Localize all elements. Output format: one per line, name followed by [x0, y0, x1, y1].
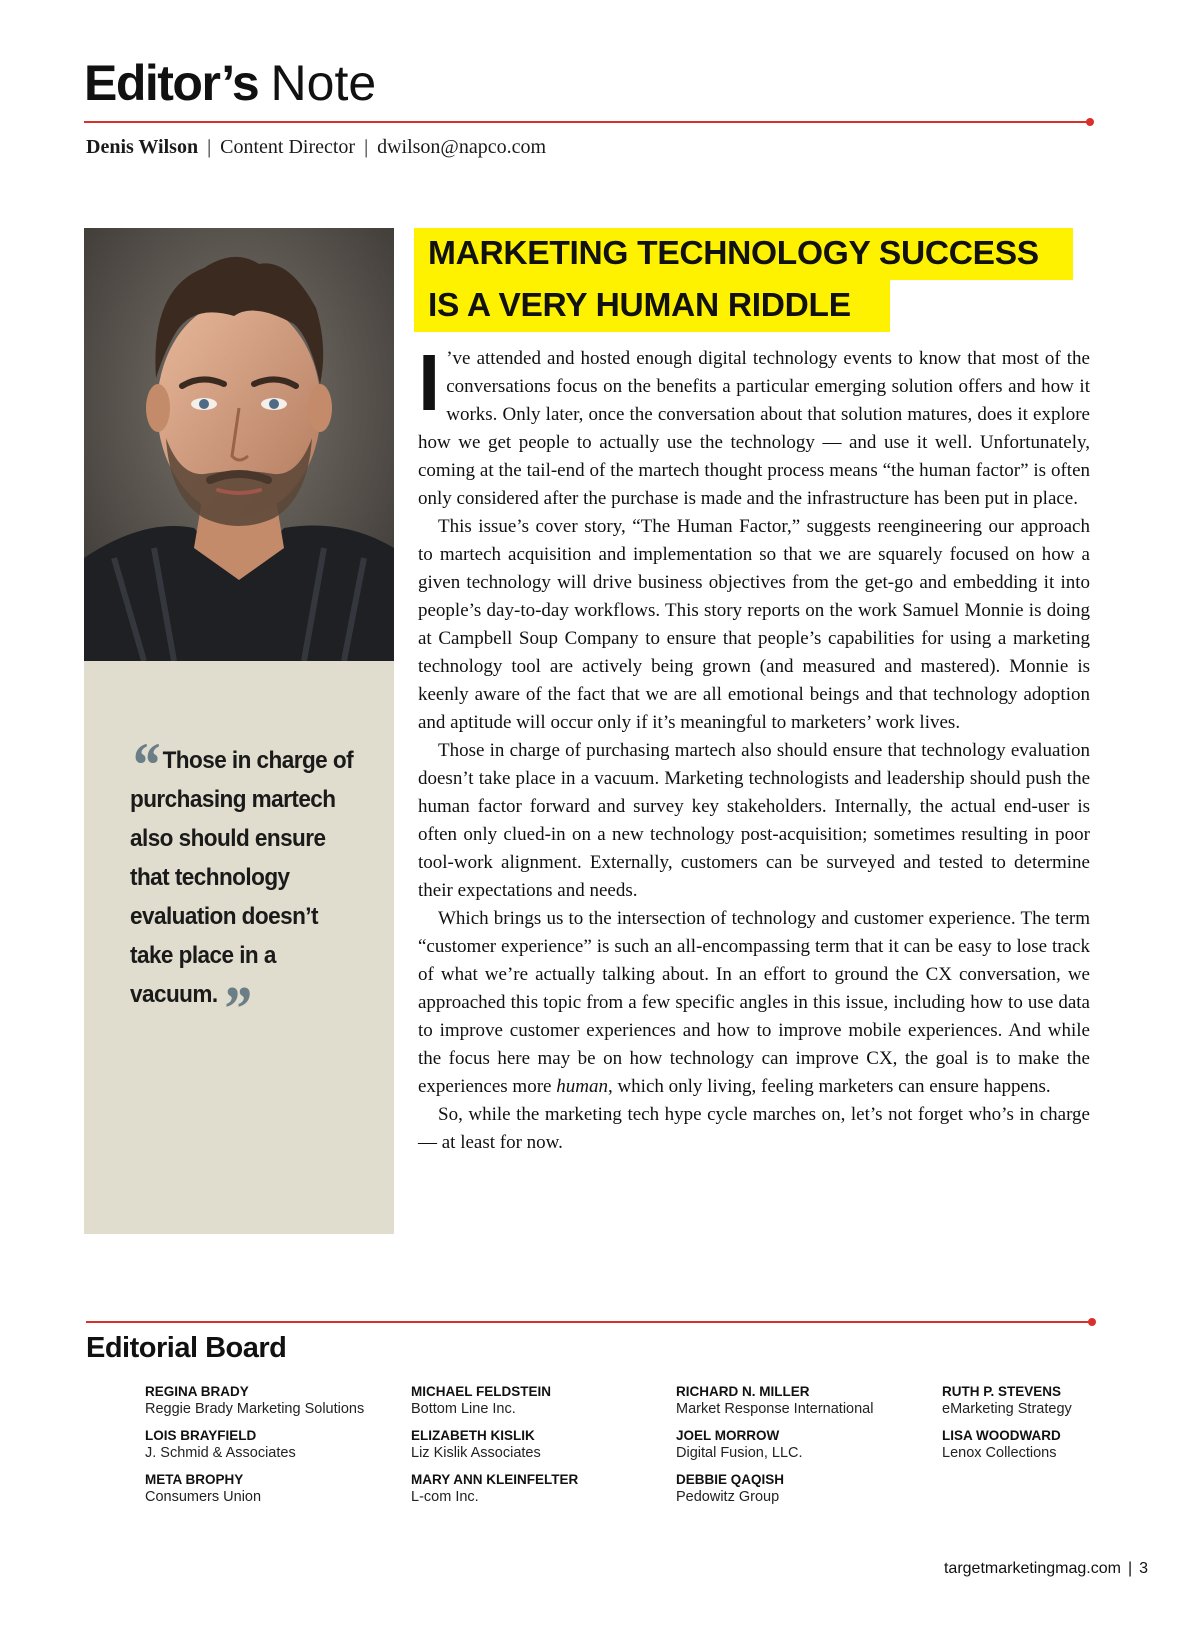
paragraph-text: Which brings us to the intersection of technology and customer experience. The term “customer experience” is such an all-encompassing term that it can be easy to lose track of what we’re actually talking about. In an effort to ground the CX conversation, we approached this topic from a few specific angles in this issue, including how to use data to improve customer experiences and how to improve mobile experiences. And while the focus here may be on how technology can improve CX, the goal is to make the experiences more: [418, 908, 1090, 1097]
member-org: Pedowitz Group: [676, 1489, 780, 1505]
member-name: RUTH P. STEVENS: [942, 1384, 1062, 1399]
page-number: 3: [1139, 1560, 1148, 1577]
member-org: eMarketing Strategy: [942, 1401, 1072, 1417]
author-photo: [84, 228, 394, 661]
footer-separator: |: [1127, 1560, 1133, 1577]
paragraph-text: ’ve attended and hosted enough digital technology events to know that most of the conversations focus on the benefits a particular emerging solution offers and how it works. Only later, once the conversation about that solution matures, does it explore how we get people to actually use the technology — and use it well. Unfortunately, coming at the tail-end of the martech thought process means “the human factor” is often only considered after the purchase is made and the infrastructure has been put in place.: [418, 348, 1090, 509]
member-name: RICHARD N. MILLER: [676, 1384, 810, 1399]
member-name: JOEL MORROW: [676, 1428, 780, 1443]
board-title-light: Board: [205, 1332, 287, 1364]
member-name: MICHAEL FELDSTEIN: [411, 1384, 552, 1399]
article-paragraph: [418, 338, 1090, 513]
board-member: [411, 1471, 578, 1506]
open-quote-icon: “: [130, 729, 159, 800]
member-org: L-com Inc.: [411, 1489, 479, 1505]
headline-line-2: IS A VERY HUMAN RIDDLE: [414, 280, 890, 332]
byline-separator: |: [207, 136, 212, 158]
page-footer: [944, 1560, 1148, 1578]
member-org: Digital Fusion, LLC.: [676, 1445, 803, 1461]
member-org: Consumers Union: [145, 1489, 262, 1505]
member-name: REGINA BRADY: [145, 1384, 249, 1399]
member-name: DEBBIE QAQISH: [676, 1472, 785, 1487]
author-email[interactable]: dwilson@napco.com: [377, 136, 547, 158]
drop-cap: I: [418, 338, 441, 427]
board-member: [411, 1427, 541, 1462]
page-title-bold: Editor’s: [84, 55, 259, 111]
member-name: LOIS BRAYFIELD: [145, 1428, 257, 1443]
board-member: [676, 1383, 873, 1418]
article-paragraph: Those in charge of purchasing martech also should ensure that technology evaluation doesn’t take place in a vacuum. Marketing technologists and leadership should push the human factor forward and survey key stakeholders. Internally, the actual end-user is often only clued-in on a new technology post-acquisition; sometimes resulting in poor tool-work alignment. Externally, customers can be surveyed and tested to determine their expectations and needs.: [418, 740, 1090, 901]
byline-separator: |: [364, 136, 369, 158]
header-rule: [84, 121, 1090, 123]
page-title-light: Note: [270, 55, 377, 111]
author-role: Content Director: [220, 136, 356, 158]
board-member: [942, 1427, 1061, 1462]
byline: [86, 136, 546, 159]
editorial-board-title: [86, 1334, 286, 1363]
article-paragraph: This issue’s cover story, “The Human Factor,” suggests reengineering our approach to martech acquisition and implementation so that we are squarely focused on how a given technology will drive business objectives from the get-go and embedding it into people’s day-to-day workflows. This story reports on the work Samuel Monnie is doing at Campbell Soup Company to ensure that people’s capabilities for using a marketing technology tool are actively being grown (and measured and mastered). Monnie is keenly aware of the fact that we are all emotional beings and that technology adoption and aptitude will occur only if it’s meaningful to marketers’ work lives.: [418, 516, 1090, 733]
member-org: Reggie Brady Marketing Solutions: [145, 1401, 365, 1417]
member-org: J. Schmid & Associates: [145, 1445, 296, 1461]
footer-site[interactable]: targetmarketingmag.com: [943, 1560, 1121, 1577]
board-member: [145, 1383, 364, 1418]
pull-quote: [130, 729, 360, 1044]
article-paragraph: [418, 905, 1090, 1101]
author-portrait-illustration: [84, 228, 394, 661]
board-member: [145, 1471, 261, 1506]
member-org: Bottom Line Inc.: [411, 1401, 516, 1417]
member-name: ELIZABETH KISLIK: [411, 1428, 535, 1443]
board-member: [676, 1471, 784, 1506]
close-quote-icon: ”: [221, 973, 251, 1044]
member-org: Liz Kislik Associates: [411, 1445, 541, 1461]
board-rule: [86, 1321, 1092, 1323]
member-org: Lenox Collections: [942, 1445, 1057, 1461]
page-title: [84, 55, 377, 111]
emphasis-text: human: [556, 1076, 608, 1097]
member-name: LISA WOODWARD: [942, 1428, 1061, 1443]
pull-quote-text: Those in charge of purchasing martech also should ensure that technology evaluation doesn’t take place in a vacuum.: [130, 747, 354, 1008]
member-name: META BROPHY: [145, 1472, 244, 1487]
board-member: [411, 1383, 551, 1418]
board-title-bold: Editorial: [86, 1332, 198, 1364]
board-member: [676, 1427, 803, 1462]
pull-quote-panel: [84, 661, 394, 1234]
member-org: Market Response International: [676, 1401, 874, 1417]
member-name: MARY ANN KLEINFELTER: [411, 1472, 579, 1487]
article-body: [418, 338, 1090, 1157]
author-name: Denis Wilson: [86, 136, 199, 158]
headline-line-1: MARKETING TECHNOLOGY SUCCESS: [414, 228, 1073, 280]
paragraph-text: , which only living, feeling marketers can ensure happens.: [607, 1076, 1051, 1097]
article-paragraph: So, while the marketing tech hype cycle marches on, let’s not forget who’s in charge — at least for now.: [418, 1104, 1090, 1153]
board-member: [942, 1383, 1072, 1418]
board-member: [145, 1427, 296, 1462]
